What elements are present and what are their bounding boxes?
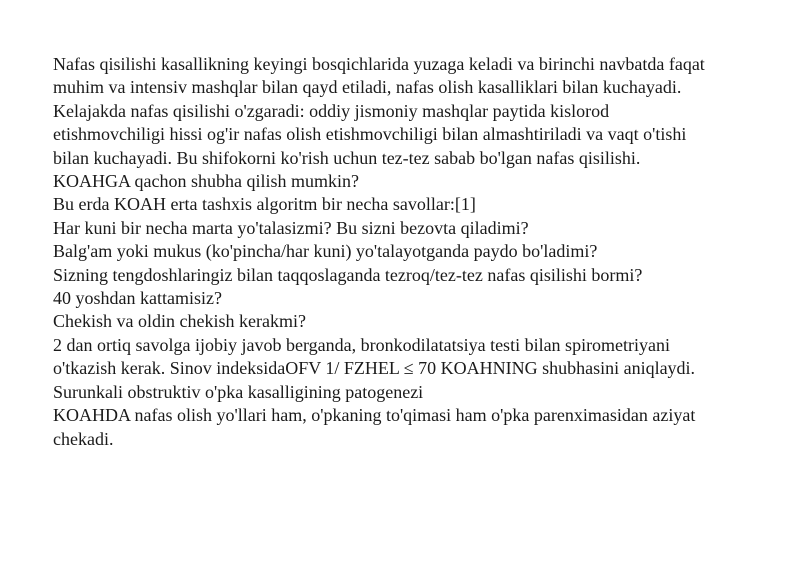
text-line: 2 dan ortiq savolga ijobiy javob berganda, bronkodilatatsiya testi bilan spirometriyani [53, 334, 671, 355]
section-heading: Surunkali obstruktiv o'pka kasalligining patogenezi [53, 381, 424, 402]
text-line: bilan kuchayadi. Bu shifokorni ko'rish uchun tez-tez sabab bo'lgan nafas qisilishi. [53, 147, 641, 168]
text-line: chekadi. [53, 428, 114, 449]
question-item: Balg'am yoki mukus (ko'pincha/har kuni) yo'talayotganda paydo bo'ladimi? [53, 241, 598, 262]
text-line: etishmovchiligi hissi og'ir nafas olish etishmovchiligi bilan almashtiriladi va vaqt o'tishi [53, 124, 687, 145]
text-line: Bu erda KOAH erta tashxis algoritm bir necha savollar:[1] [53, 194, 476, 215]
question-item: Chekish va oldin chekish kerakmi? [53, 311, 306, 332]
text-line: Nafas qisilishi kasallikning keyingi bosqichlarida yuzaga keladi va birinchi navbatda faqat [53, 54, 705, 74]
text-line: Kelajakda nafas qisilishi o'zgaradi: oddiy jismoniy mashqlar paytida kislorod [53, 100, 610, 121]
section-question-heading: KOAHGA qachon shubha qilish mumkin? [53, 171, 359, 192]
question-item: Har kuni bir necha marta yo'talasizmi? Bu sizni bezovta qiladimi? [53, 217, 529, 238]
text-line: o'tkazish kerak. Sinov indeksidaOFV 1/ FZHEL ≤ 70 KOAHNING shubhasini aniqlaydi. [53, 358, 696, 379]
text-line: muhim va intensiv mashqlar bilan qayd etiladi, nafas olish kasalliklari bilan kuchayadi. [53, 77, 682, 98]
document-body [53, 53, 773, 451]
text-line: KOAHDA nafas olish yo'llari ham, o'pkaning to'qimasi ham o'pka parenximasidan aziyat [53, 405, 696, 426]
question-item: 40 yoshdan kattamisiz? [53, 288, 222, 309]
question-item: Sizning tengdoshlaringiz bilan taqqoslaganda tezroq/tez-tez nafas qisilishi bormi? [53, 264, 643, 285]
